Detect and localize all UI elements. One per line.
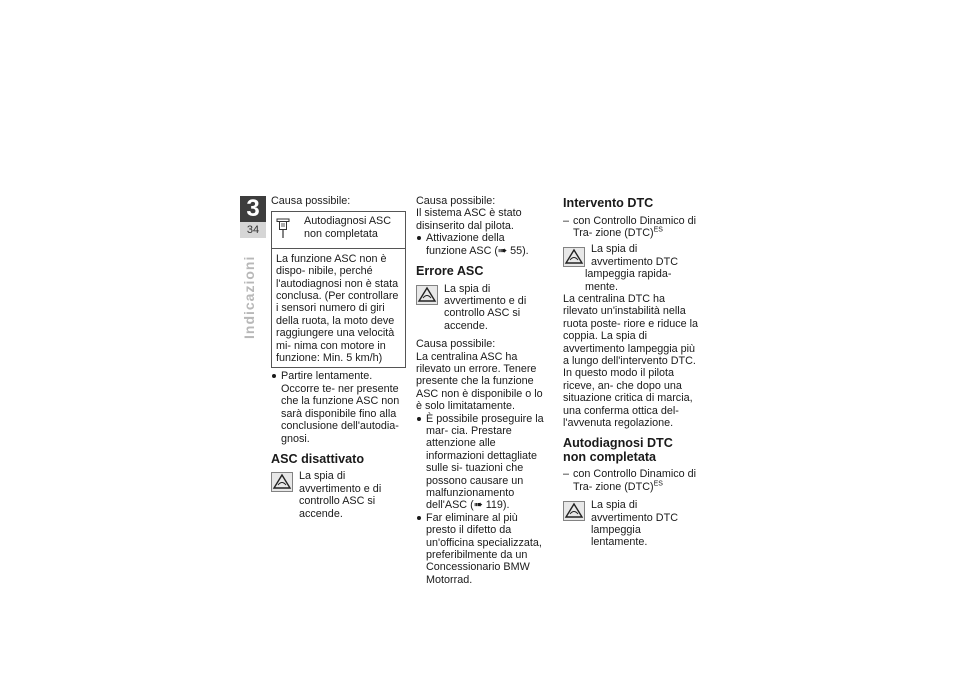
warning-text: La spia di avvertimento e di controllo ASC si accende. bbox=[299, 470, 382, 520]
column-1 bbox=[271, 195, 406, 520]
chapter-number: 3 bbox=[240, 196, 266, 222]
note-pin-icon bbox=[276, 215, 296, 243]
page-number: 34 bbox=[240, 222, 266, 238]
cause-label: Causa possibile: bbox=[271, 195, 351, 207]
dash-mark: – bbox=[563, 214, 570, 227]
warning-text: La spia di avvertimento e di controllo ASC si accende. bbox=[444, 282, 527, 332]
list-item: È possibile proseguire la mar- cia. Prestare attenzione alle informazioni dettagliate sulle si- tuazioni che possono causare un malfunzionamento dell'ASC (➠ 119). bbox=[416, 413, 548, 512]
chapter-tab bbox=[240, 196, 266, 238]
warning-triangle-icon bbox=[271, 472, 293, 492]
heading-asc-error: Errore ASC bbox=[416, 264, 484, 279]
cause-label: Causa possibile: bbox=[416, 338, 496, 351]
note-box bbox=[271, 211, 406, 368]
note-title: Autodiagnosi ASC non completata bbox=[304, 215, 392, 240]
cause-text: Il sistema ASC è stato disinserito dal pilota. bbox=[416, 207, 522, 232]
warning-item bbox=[563, 499, 699, 549]
warning-triangle-icon bbox=[416, 285, 438, 305]
warning-item bbox=[271, 470, 406, 520]
warning-item bbox=[563, 243, 699, 293]
list-item: Far eliminare al più presto il difetto da un'officina specializzata, preferibilmente da un Concessionario BMW Motorrad. bbox=[416, 512, 548, 586]
heading-dtc-incomplete: Autodiagnosi DTC non completata bbox=[563, 436, 673, 464]
column-3 bbox=[563, 195, 699, 549]
column-2 bbox=[416, 195, 548, 586]
heading-asc-off: ASC disattivato bbox=[271, 451, 365, 466]
warning-text: La spia di avvertimento DTC lampeggia lentamente. bbox=[591, 499, 678, 549]
list-item: Attivazione della funzione ASC (➠ 55). bbox=[416, 232, 548, 257]
list-item bbox=[563, 215, 699, 240]
cause-label: Causa possibile: bbox=[416, 195, 496, 207]
warning-text: La spia di avvertimento DTC lampeggia rapida- mente. bbox=[585, 243, 678, 293]
equipment-code: ES bbox=[653, 226, 663, 234]
list-item bbox=[563, 468, 699, 493]
cause-text: La centralina ASC ha rilevato un errore. Tenere presente che la funzione ASC non è disponibile o lo è solo limitatamente. bbox=[416, 350, 543, 413]
note-body: La funzione ASC non è dispo- nibile, perché l'autodiagnosi non è stata conclusa. (Per controllare i sensori numero di giri della ruota, la moto deve raggiungere una velocità mi- nima con motore in funzione: Min. 5 km/h) bbox=[276, 252, 399, 365]
list-item: Partire lentamente. Occorre te- ner presente che la funzione ASC non sarà disponibile fino alla conclusione dell'autodia- gnosi. bbox=[271, 370, 406, 444]
body-text: La centralina DTC ha rilevato un'instabilità nella ruota poste- riore e riduce la coppia. La spia di avvertimento lampeggia più a lungo dell'intervento DTC. In questo modo il pilota riceve, an- che dopo una situazione critica di marcia, una conferma ottica del- l'avvenuta regolazione. bbox=[563, 292, 699, 429]
warning-triangle-icon bbox=[563, 247, 585, 267]
dash-text: con Controllo Dinamico di Tra- zione (DTC) bbox=[573, 214, 697, 239]
equipment-code: ES bbox=[653, 480, 663, 488]
warning-item bbox=[416, 283, 548, 333]
heading-dtc: Intervento DTC bbox=[563, 196, 654, 210]
warning-triangle-icon bbox=[563, 501, 585, 521]
dash-mark: – bbox=[563, 468, 570, 481]
section-title: Indicazioni bbox=[241, 256, 257, 340]
dash-text: con Controllo Dinamico di Tra- zione (DTC) bbox=[573, 468, 697, 493]
